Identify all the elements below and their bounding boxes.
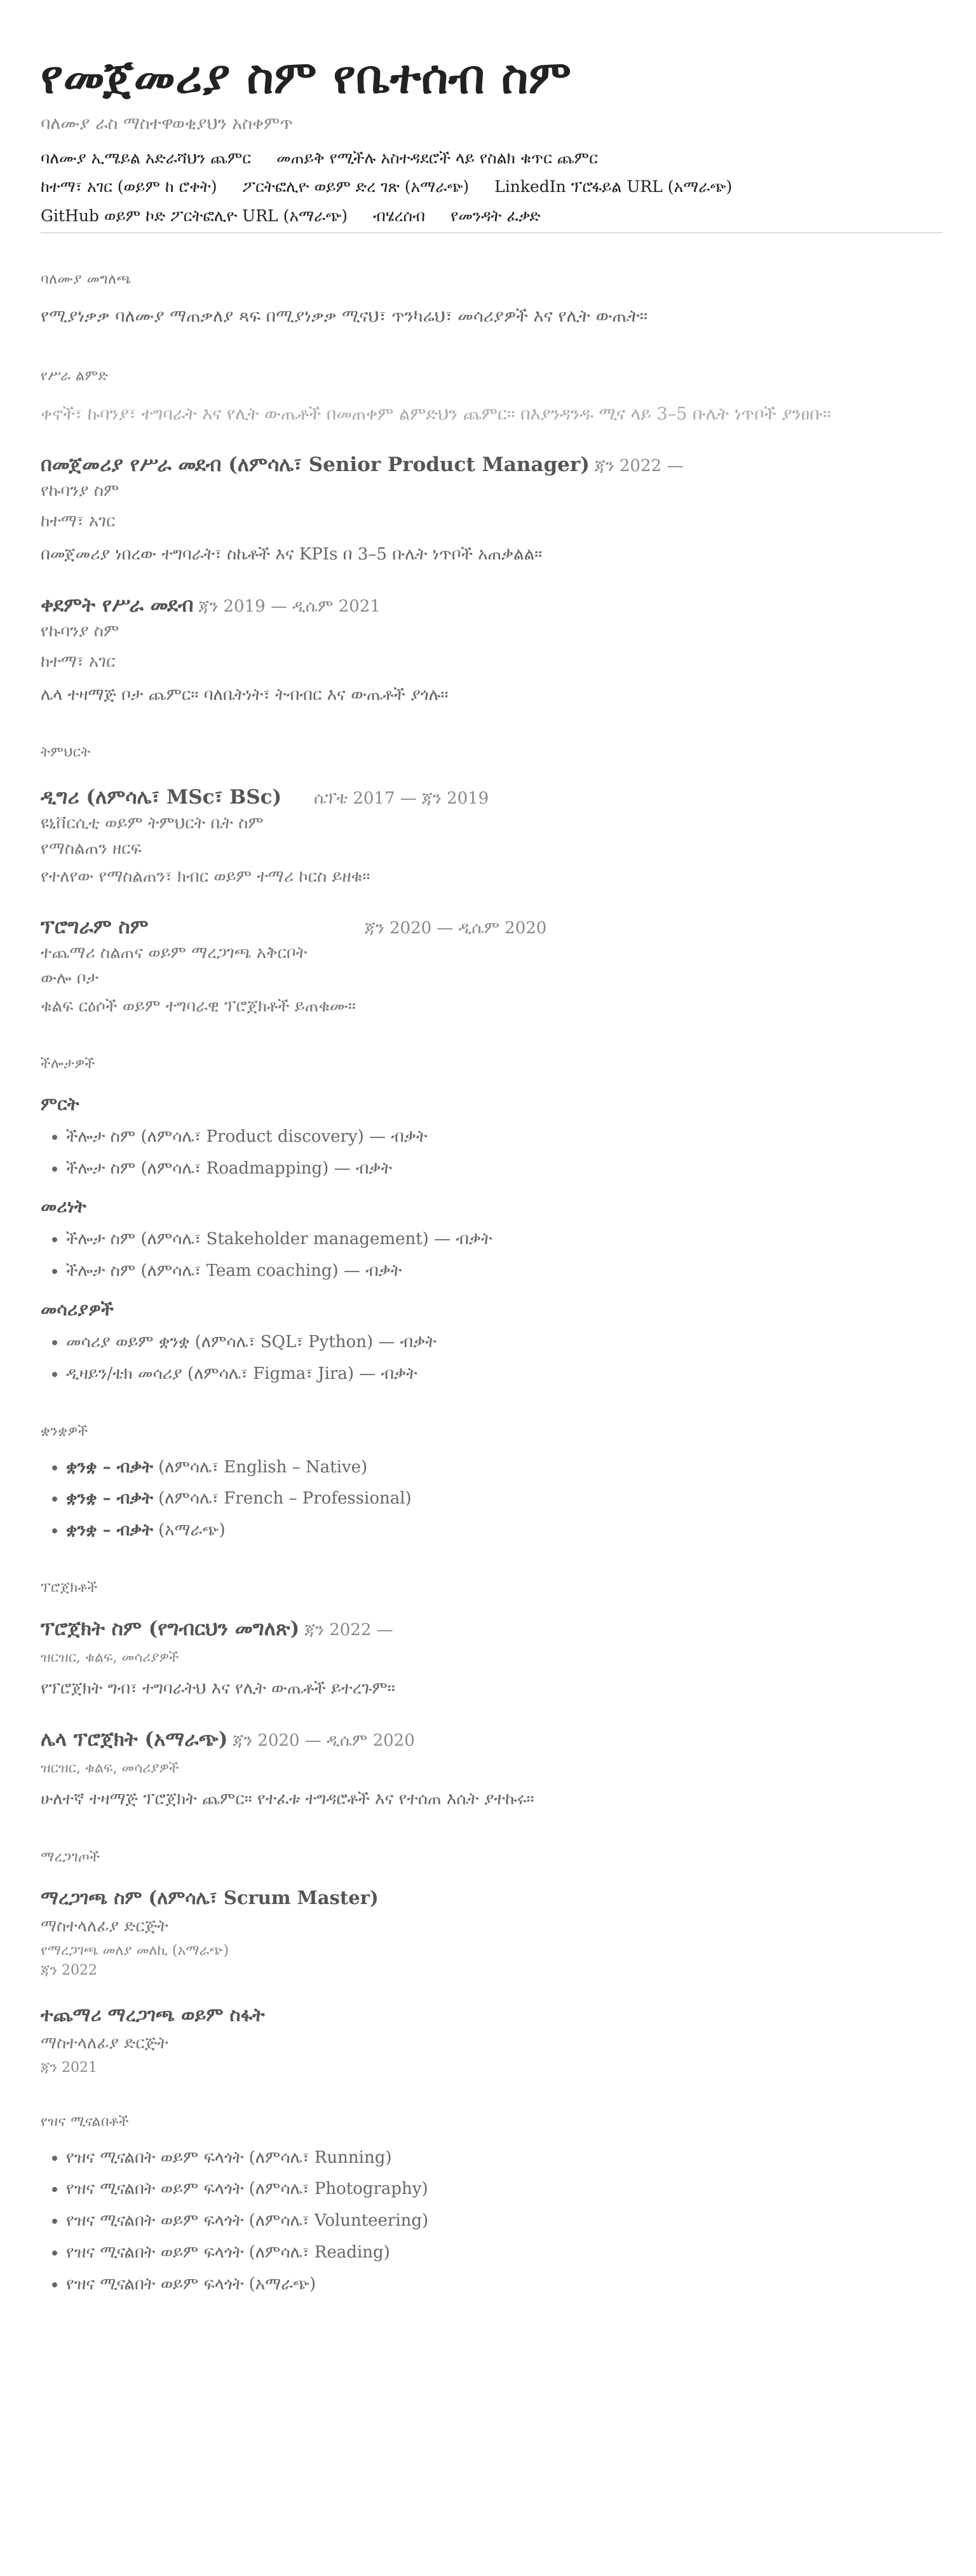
job-location: ከተማ፣ አገር: [41, 652, 116, 671]
nationality-text: ብሄረሰብ: [373, 206, 426, 225]
list-item: • የዝና ሚናልበት ወይም ፍላጎት (ለምሳሌ፣ Running): [66, 2148, 943, 2169]
field-of-study: የማስልጠን ዘርፍ: [41, 839, 142, 858]
language-example: (አማራጭ): [152, 1521, 226, 1540]
certification-name: ተጨማሪ ማረጋገጫ ወይም ስፋት: [41, 2003, 265, 2025]
job-title: ቀደምት የሥራ መደብ: [41, 593, 194, 617]
degree-name: ፕሮግራም ስም: [41, 915, 149, 939]
skill-list: [66, 1332, 943, 1385]
job-entry: [41, 594, 943, 706]
list-item: • መሳሪያ ወይም ቋንቋ (ለምሳሌ፣ SQL፣ Python) — ብቃት: [66, 1332, 943, 1353]
project-description: የፕሮጀክት ግብ፣ ተግባራትህ እና የሊት ውጤቶች ይተረጉም።: [41, 1678, 395, 1698]
language-example: (ለምሳሌ፣ French – Professional): [152, 1489, 412, 1509]
education-date: ጃን 2020 — ዲሴም 2020: [365, 919, 547, 938]
job-title: በመጀመሪያ የሥራ መደብ (ለምሳሌ፣ Senior Product Manager): [41, 453, 590, 476]
skill-group-title: ምርት: [41, 1093, 79, 1114]
job-date: ጃን 2019 — ዲሴም 2021: [198, 596, 381, 616]
list-item: [66, 1488, 943, 1510]
resume-page: [41, 51, 943, 2306]
list-item: [66, 1520, 943, 1542]
project-date: ጃን 2020 — ዲሴም 2020: [233, 1731, 415, 1751]
skill-group-title: መሳሪያዎች: [41, 1298, 114, 1320]
certification-org: ማስተላለፊያ ድርጅት: [41, 2033, 168, 2053]
language-example: (ለምሳሌ፣ English – Native): [152, 1457, 368, 1477]
degree-name: ዲግሪ (ለምሳሌ፣ MSc፣ BSc): [41, 785, 282, 809]
contact-block: [41, 149, 943, 225]
job-date: ጃን 2022 —: [594, 456, 684, 476]
interests-title: የዝና ሚናልበቶች: [41, 2113, 129, 2130]
certification-name: ማረጋገጫ ስም (ለምሳሌ፣ Scrum Master): [41, 1886, 379, 1908]
job-location: ከተማ፣ አገር: [41, 511, 116, 531]
skill-list: [66, 1229, 943, 1282]
project-entry: [41, 1728, 943, 1811]
list-item: • ችሎታ ስም (ለምሳሌ፣ Team coaching) — ብቃት: [66, 1261, 943, 1282]
project-description: ሁለተኛ ተዛማጅ ፕሮጀክት ጨምር። የተፈቱ ተግዳሮቶች እና የተሰጠ እሴት ያተኩሩ።: [41, 1790, 534, 1809]
language-label: ቋንቋ – ብቃት: [66, 1489, 153, 1509]
github-link[interactable]: GitHub ወይም ኮድ ፖርትፎሊዮ URL (አማራጭ): [41, 206, 348, 225]
list-item: • የዝና ሚናልበት ወይም ፍላጎት (ለምሳሌ፣ Reading): [66, 2242, 943, 2264]
skills-title: ችሎታዎች: [41, 1055, 95, 1072]
list-item: • የዝና ሚናልበት ወይም ፍላጎት (ለምሳሌ፣ Volunteering): [66, 2210, 943, 2232]
experience-title: የሥራ ልምድ: [41, 367, 109, 384]
list-item: [66, 1457, 943, 1479]
list-item: • የዝና ሚናልበት ወይም ፍላጎት (ለምሳሌ፣ Photography): [66, 2179, 943, 2200]
certification-date: ጃን 2022: [41, 1962, 97, 1978]
project-date: ጃን 2022 —: [304, 1620, 393, 1640]
skill-list: [66, 1127, 943, 1180]
education-entry: [41, 915, 943, 1017]
project-name: ሌላ ፕሮጀክት (አማራጭ): [41, 1728, 228, 1751]
list-item: • ችሎታ ስም (ለምሳሌ፣ Stakeholder management) — ብቃት: [66, 1229, 943, 1250]
linkedin-link[interactable]: LinkedIn ፕሮፋይል URL (አማራጭ): [494, 177, 733, 196]
education-entry: [41, 786, 943, 887]
education-description: ቁልፍ ርዕሶች ወይም ተግባራዊ ፕሮጀክቶች ይጠቁሙ።: [41, 996, 356, 1016]
certification-org: ማስተላለፊያ ድርጅት: [41, 1916, 168, 1936]
project-meta: ዝርዝር, ቁልፍ, መሳሪያዎች: [41, 1649, 179, 1666]
job-company: የኩባንያ ስም: [41, 621, 119, 641]
header-divider: [41, 232, 943, 233]
job-description: ሌላ ተዛማጅ ቦታ ጨምር። ባለቤትነት፣ ትብብር እና ውጤቶች ያጎሉ።: [41, 685, 449, 704]
certification-entry: [41, 2004, 943, 2076]
project-name: ፕሮጀክት ስም (የግብርህን መግለጽ): [41, 1617, 300, 1640]
language-list: [66, 1457, 943, 1542]
skill-group-title: መሪነት: [41, 1196, 86, 1217]
summary-title: ባለሙያ መግለጫ: [41, 271, 132, 288]
project-meta: ዝርዝር, ቁልፍ, መሳሪያዎች: [41, 1760, 179, 1777]
location-text: ከተማ፣ አገር (ወይም ከ ሮቀት): [41, 177, 217, 196]
education-title: ትምህርት: [41, 744, 91, 760]
list-item: • ዲዛይን/ቴክ መሳሪያ (ለምሳሌ፣ Figma፣ Jira) — ብቃት: [66, 1364, 943, 1385]
portfolio-link[interactable]: ፖርትፎሊዮ ወይም ድረ ገጽ (አማራጭ): [242, 177, 470, 196]
languages-title: ቋንቋዎች: [41, 1423, 88, 1439]
language-label: ቋንቋ – ብቃት: [66, 1521, 153, 1540]
certification-entry: [41, 1887, 943, 1978]
summary-text: የሚያነቃቃ ባለሙያ ማጠቃለያ ጻፍ በሚያነቃቃ ሚናህ፣ ጥንካሬህ፣ መሳሪያዎች እና የሊት ውጤት።: [41, 306, 648, 327]
certification-id: የማረጋገጫ መለያ መለኪ (አማራጭ): [41, 1942, 229, 1959]
school-name: ዩኒቨርሲቲ ወይም ትምህርት ቤት ስም: [41, 813, 264, 833]
projects-title: ፕሮጀክቶች: [41, 1579, 98, 1596]
certifications-title: ማረጋገጦች: [41, 1849, 100, 1865]
email-link[interactable]: ባለሙያ ኢሜይል አድራሻህን ጨምር: [41, 148, 252, 167]
education-description: የተለየው የማስልጠን፣ ክብር ወይም ተማሪ ኮርስ ይዘቁ።: [41, 867, 370, 886]
job-description: በመጀመሪያ ነበረው ተግባራት፣ ስኬቶች እና KPIs በ 3–5 ቡሌት ነጥቦች አጠቃልል።: [41, 544, 543, 564]
list-item: • ችሎታ ስም (ለምሳሌ፣ Roadmapping) — ብቃት: [66, 1158, 943, 1180]
list-item: • ችሎታ ስም (ለምሳሌ፣ Product discovery) — ብቃት: [66, 1127, 943, 1148]
experience-hint: ቀኖች፣ ኩባንያ፣ ተግባራት እና የሊት ውጤቶች በመጠቀም ልምድህን ጨምር። በእያንዳንዱ ሚና ላይ 3–5 ቡሌት ነጥቦች ያንፀቡ።: [41, 404, 831, 424]
job-entry: [41, 453, 943, 566]
driving-license-text: የመንዳት ፈቃድ: [451, 206, 541, 225]
field-of-study: ውሎ ቦታ: [41, 969, 99, 989]
certification-date: ጃን 2021: [41, 2059, 97, 2076]
school-name: ተጨማሪ ስልጠና ወይም ማረጋገጫ አቅርቦት: [41, 943, 308, 963]
interests-list: [66, 2148, 943, 2296]
job-company: የኩባንያ ስም: [41, 481, 119, 500]
education-date: ሴፕቴ 2017 — ጃን 2019: [314, 788, 489, 808]
list-item: • የዝና ሚናልበት ወይም ፍላጎት (አማራጭ): [66, 2274, 943, 2296]
candidate-name: የመጀመሪያ ስም የቤተሰብ ስም: [41, 50, 572, 104]
phone-link[interactable]: መጠይቅ የሚችሉ አስተዳደሮች ላይ የስልክ ቁጥር ጨምር: [276, 148, 598, 167]
language-label: ቋንቋ – ብቃት: [66, 1457, 153, 1477]
project-entry: [41, 1617, 943, 1700]
tagline: ባለሙያ ራስ ማስተዋወቂያህን አስቀምጥ: [41, 113, 293, 134]
